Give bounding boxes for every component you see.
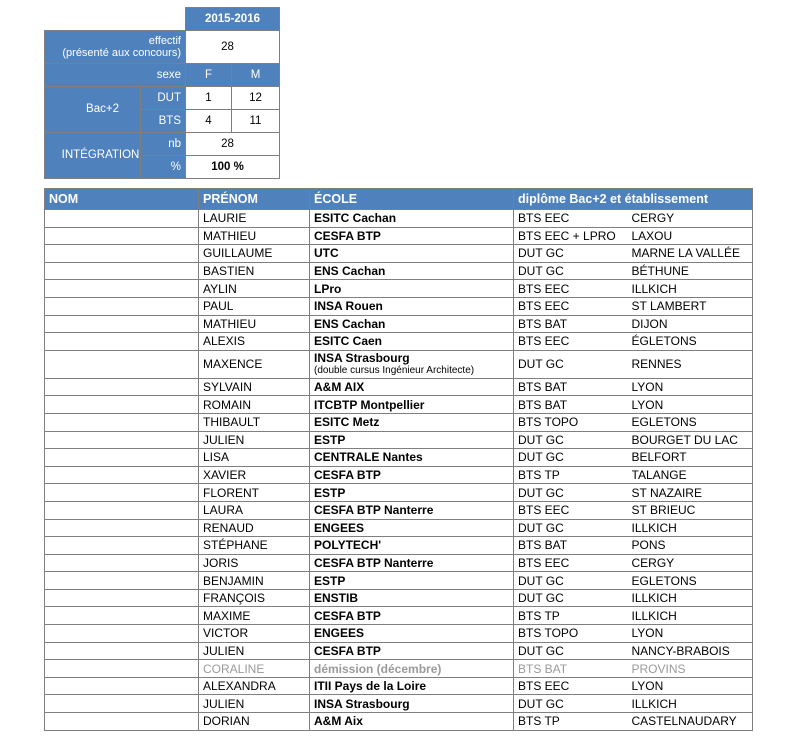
cell-diplome: BTS BAT — [514, 315, 632, 333]
cell-nom — [45, 537, 199, 555]
col-header-diplome: diplôme Bac+2 et établissement — [514, 189, 753, 210]
table-row — [45, 554, 753, 572]
cell-diplome: DUT GC — [514, 262, 632, 280]
table-row — [45, 449, 753, 467]
table-row — [45, 297, 753, 315]
cell-nom — [45, 413, 199, 431]
cell-diplome: BTS TP — [514, 713, 632, 731]
cell-nom — [45, 333, 199, 351]
table-row — [45, 642, 753, 660]
summary-table — [44, 7, 280, 179]
cell-ecole: ESTP — [310, 484, 514, 502]
cell-etablissement: LYON — [632, 677, 753, 695]
bts-label: BTS — [141, 109, 186, 132]
cell-nom — [45, 431, 199, 449]
dut-f-value: 1 — [186, 86, 232, 109]
cell-ecole: ENGEES — [310, 625, 514, 643]
cell-diplome: BTS EEC — [514, 677, 632, 695]
bts-f-value: 4 — [186, 109, 232, 132]
cell-prenom: RENAUD — [199, 519, 310, 537]
col-header-nom: NOM — [45, 189, 199, 210]
cell-diplome: BTS EEC — [514, 210, 632, 228]
cell-nom — [45, 695, 199, 713]
cell-nom — [45, 589, 199, 607]
cell-prenom: XAVIER — [199, 466, 310, 484]
pct-value: 100 % — [186, 155, 280, 178]
cell-nom — [45, 519, 199, 537]
table-row — [45, 713, 753, 731]
cell-diplome: DUT GC — [514, 449, 632, 467]
cell-prenom: AYLIN — [199, 280, 310, 298]
cell-ecole: CESFA BTP — [310, 227, 514, 245]
effectif-value: 28 — [186, 30, 280, 63]
nb-label: nb — [141, 132, 186, 155]
cell-prenom: MATHIEU — [199, 315, 310, 333]
cell-ecole: démission (décembre) — [310, 660, 514, 678]
cell-nom — [45, 466, 199, 484]
table-row — [45, 466, 753, 484]
cell-ecole: A&M AIX — [310, 378, 514, 396]
cell-nom — [45, 315, 199, 333]
cell-diplome: BTS EEC — [514, 501, 632, 519]
cell-prenom: ROMAIN — [199, 396, 310, 414]
cell-etablissement: CASTELNAUDARY — [632, 713, 753, 731]
cell-ecole: UTC — [310, 245, 514, 263]
cell-ecole — [310, 350, 514, 378]
cell-nom — [45, 484, 199, 502]
table-row — [45, 262, 753, 280]
cell-ecole: ENSTIB — [310, 589, 514, 607]
cell-nom — [45, 210, 199, 228]
cell-ecole: ESTP — [310, 431, 514, 449]
cell-etablissement: PONS — [632, 537, 753, 555]
cell-diplome: BTS TOPO — [514, 413, 632, 431]
sexe-label: sexe — [45, 63, 186, 86]
cell-prenom: FRANÇOIS — [199, 589, 310, 607]
cell-ecole: LPro — [310, 280, 514, 298]
table-row — [45, 245, 753, 263]
nb-value: 28 — [186, 132, 280, 155]
table-header-row — [45, 189, 753, 210]
table-row — [45, 431, 753, 449]
cell-nom — [45, 245, 199, 263]
cell-nom — [45, 660, 199, 678]
cell-diplome: BTS BAT — [514, 396, 632, 414]
cell-prenom: BASTIEN — [199, 262, 310, 280]
cell-nom — [45, 449, 199, 467]
cell-etablissement: ST LAMBERT — [632, 297, 753, 315]
cell-prenom: JULIEN — [199, 695, 310, 713]
table-row — [45, 607, 753, 625]
effectif-subtitle: (présenté aux concours) — [62, 46, 181, 59]
cell-etablissement: DIJON — [632, 315, 753, 333]
cell-nom — [45, 642, 199, 660]
cell-ecole: CESFA BTP Nanterre — [310, 554, 514, 572]
cell-nom — [45, 227, 199, 245]
cell-diplome: DUT GC — [514, 484, 632, 502]
cell-etablissement: ST BRIEUC — [632, 501, 753, 519]
effectif-title: effectif — [148, 34, 181, 47]
ecole-note: (double cursus Ingénieur Architecte) — [314, 365, 475, 377]
cell-etablissement: CERGY — [632, 554, 753, 572]
cell-nom — [45, 501, 199, 519]
table-row — [45, 350, 753, 378]
table-row — [45, 315, 753, 333]
cell-prenom: MAXENCE — [199, 350, 310, 378]
cell-prenom: CORALINE — [199, 660, 310, 678]
bac2-label: Bac+2 — [45, 86, 141, 132]
table-row — [45, 660, 753, 678]
cell-etablissement: CERGY — [632, 210, 753, 228]
f-header: F — [186, 63, 232, 86]
cell-diplome: BTS EEC — [514, 333, 632, 351]
cell-nom — [45, 262, 199, 280]
cell-diplome: BTS EEC — [514, 554, 632, 572]
m-header: M — [232, 63, 280, 86]
table-row — [45, 333, 753, 351]
dut-label: DUT — [141, 86, 186, 109]
cell-prenom: LISA — [199, 449, 310, 467]
cell-diplome: BTS EEC + LPRO — [514, 227, 632, 245]
bts-m-value: 11 — [232, 109, 280, 132]
cell-etablissement: MARNE LA VALLÉE — [632, 245, 753, 263]
cell-diplome: BTS EEC — [514, 297, 632, 315]
cell-ecole: ESITC Caen — [310, 333, 514, 351]
cell-prenom: LAURA — [199, 501, 310, 519]
cell-ecole: ITCBTP Montpellier — [310, 396, 514, 414]
cell-nom — [45, 378, 199, 396]
cell-etablissement: LYON — [632, 625, 753, 643]
effectif-label — [45, 30, 186, 63]
cell-ecole: ESITC Cachan — [310, 210, 514, 228]
cell-diplome: DUT GC — [514, 519, 632, 537]
cell-etablissement: LYON — [632, 378, 753, 396]
table-row — [45, 227, 753, 245]
table-row — [45, 589, 753, 607]
cell-etablissement: BÉTHUNE — [632, 262, 753, 280]
cell-etablissement: BELFORT — [632, 449, 753, 467]
cell-etablissement: RENNES — [632, 350, 753, 378]
cell-ecole: INSA Strasbourg — [310, 695, 514, 713]
table-row — [45, 501, 753, 519]
cell-diplome: DUT GC — [514, 695, 632, 713]
table-row — [45, 210, 753, 228]
cell-prenom: JORIS — [199, 554, 310, 572]
table-row — [45, 537, 753, 555]
cell-diplome: DUT GC — [514, 350, 632, 378]
cell-ecole: CESFA BTP Nanterre — [310, 501, 514, 519]
cell-etablissement: BOURGET DU LAC — [632, 431, 753, 449]
cell-nom — [45, 572, 199, 590]
cell-ecole: ESITC Metz — [310, 413, 514, 431]
cell-prenom: GUILLAUME — [199, 245, 310, 263]
cell-etablissement: PROVINS — [632, 660, 753, 678]
cell-etablissement: EGLETONS — [632, 572, 753, 590]
cell-ecole: CESFA BTP — [310, 466, 514, 484]
pct-label: % — [141, 155, 186, 178]
cell-etablissement: LAXOU — [632, 227, 753, 245]
cell-prenom: LAURIE — [199, 210, 310, 228]
table-row — [45, 484, 753, 502]
cell-etablissement: ÉGLETONS — [632, 333, 753, 351]
cell-etablissement: ILLKICH — [632, 519, 753, 537]
table-row — [45, 413, 753, 431]
cell-etablissement: EGLETONS — [632, 413, 753, 431]
cell-diplome: BTS BAT — [514, 660, 632, 678]
cell-ecole: INSA Rouen — [310, 297, 514, 315]
cell-prenom: ALEXIS — [199, 333, 310, 351]
cell-diplome: BTS TP — [514, 466, 632, 484]
cell-diplome: DUT GC — [514, 431, 632, 449]
cell-ecole: CESFA BTP — [310, 607, 514, 625]
cell-diplome: DUT GC — [514, 642, 632, 660]
cell-etablissement: ILLKICH — [632, 607, 753, 625]
cell-ecole: ITII Pays de la Loire — [310, 677, 514, 695]
table-row — [45, 572, 753, 590]
cell-diplome: BTS BAT — [514, 378, 632, 396]
cell-prenom: VICTOR — [199, 625, 310, 643]
cell-diplome: DUT GC — [514, 589, 632, 607]
table-row — [45, 625, 753, 643]
cell-ecole: POLYTECH' — [310, 537, 514, 555]
table-row — [45, 519, 753, 537]
cell-etablissement: TALANGE — [632, 466, 753, 484]
cell-prenom: DORIAN — [199, 713, 310, 731]
table-row — [45, 378, 753, 396]
cell-etablissement: ILLKICH — [632, 695, 753, 713]
cell-prenom: JULIEN — [199, 431, 310, 449]
cell-prenom: STÉPHANE — [199, 537, 310, 555]
cell-ecole: ENS Cachan — [310, 262, 514, 280]
cell-prenom: ALEXANDRA — [199, 677, 310, 695]
col-header-ecole: ÉCOLE — [310, 189, 514, 210]
table-row — [45, 677, 753, 695]
ecole-name: INSA Strasbourg — [314, 351, 410, 366]
cell-diplome: DUT GC — [514, 245, 632, 263]
cell-diplome: BTS EEC — [514, 280, 632, 298]
table-row — [45, 280, 753, 298]
cell-nom — [45, 625, 199, 643]
cell-nom — [45, 297, 199, 315]
cell-diplome: BTS TP — [514, 607, 632, 625]
cell-nom — [45, 607, 199, 625]
cell-ecole: ENS Cachan — [310, 315, 514, 333]
cell-nom — [45, 350, 199, 378]
cell-ecole: A&M Aix — [310, 713, 514, 731]
cell-etablissement: NANCY-BRABOIS — [632, 642, 753, 660]
cell-prenom: THIBAULT — [199, 413, 310, 431]
cell-ecole: ENGEES — [310, 519, 514, 537]
cell-nom — [45, 280, 199, 298]
cell-diplome: BTS TOPO — [514, 625, 632, 643]
cell-ecole: CESFA BTP — [310, 642, 514, 660]
cell-etablissement: LYON — [632, 396, 753, 414]
year-header: 2015-2016 — [186, 8, 280, 31]
cell-prenom: MAXIME — [199, 607, 310, 625]
table-row — [45, 396, 753, 414]
cell-prenom: MATHIEU — [199, 227, 310, 245]
cell-etablissement: ILLKICH — [632, 589, 753, 607]
cell-ecole: ESTP — [310, 572, 514, 590]
cell-prenom: JULIEN — [199, 642, 310, 660]
cell-nom — [45, 677, 199, 695]
cell-etablissement: ILLKICH — [632, 280, 753, 298]
cell-diplome: DUT GC — [514, 572, 632, 590]
cell-prenom: PAUL — [199, 297, 310, 315]
dut-m-value: 12 — [232, 86, 280, 109]
cell-nom — [45, 396, 199, 414]
cell-diplome: BTS BAT — [514, 537, 632, 555]
cell-etablissement: ST NAZAIRE — [632, 484, 753, 502]
cell-prenom: BENJAMIN — [199, 572, 310, 590]
cell-prenom: SYLVAIN — [199, 378, 310, 396]
cell-ecole: CENTRALE Nantes — [310, 449, 514, 467]
students-table — [44, 188, 753, 731]
cell-nom — [45, 554, 199, 572]
cell-prenom: FLORENT — [199, 484, 310, 502]
cell-nom — [45, 713, 199, 731]
col-header-prenom: PRÉNOM — [199, 189, 310, 210]
table-row — [45, 695, 753, 713]
integration-label: INTÉGRATION — [45, 132, 141, 178]
